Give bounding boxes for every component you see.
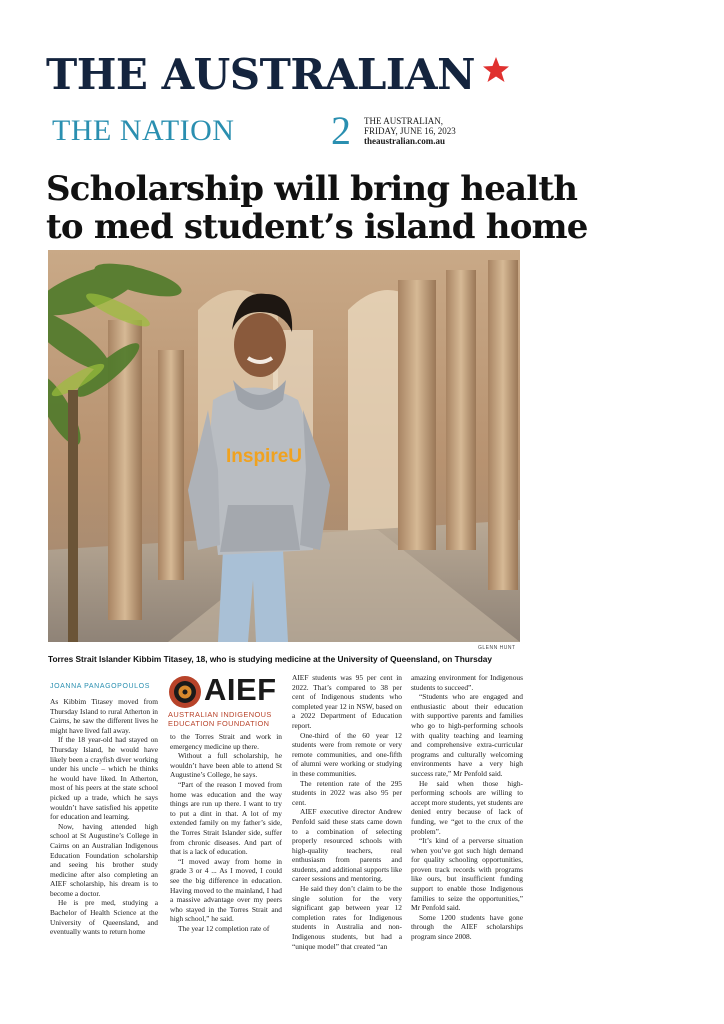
- masthead: THE AUSTRALIAN: [46, 50, 476, 99]
- paragraph: “I moved away from home in grade 3 or 4 ... As I moved, I could see the big difference in education. Having moved to the mainland, I had a massive advantage over my peers who stayed in the Torres Strait and high school,” he said.: [170, 856, 282, 924]
- byline: JOANNA PANAGOPOULOS: [50, 683, 150, 690]
- paragraph: AIEF executive director Andrew Penfold said these stats came down to a combination of selecting properly resourced schools with high-quality teachers, real enthusiasm from parents and students, and additional supports like career sessions and mentoring.: [292, 807, 402, 884]
- paragraph: Now, having attended high school at St Augustine’s College in Cairns on an Australian Indigenous Education Foundation scholarship and seeing his brother study medicine after also completing an AIEF scholarship, his dream is to become a doctor.: [50, 821, 158, 898]
- article-column-3: [292, 673, 402, 951]
- website: theaustralian.com.au: [364, 136, 445, 146]
- photo-caption: Torres Strait Islander Kibbim Titasey, 18, who is studying medicine at the University of Queensland, on Thursday: [48, 654, 492, 664]
- paragraph: The year 12 completion rate of: [178, 923, 270, 933]
- paragraph: He said when those high-performing schools are willing to accept more students, yet students are denied entry because of lack of funding, we “get to the crux of the problem”.: [411, 778, 523, 836]
- article-column-2: [170, 732, 282, 933]
- logo-subtitle: [168, 711, 272, 728]
- paragraph: AIEF students was 95 per cent in 2022. That’s compared to 38 per cent of Indigenous students who completed year 12 in NSW, based on a 2022 Department of Education report.: [292, 673, 402, 730]
- paragraph: “Students who are engaged and enthusiastic about their education with supportive parents and families who go to high-performing schools with quality teaching and learning and comprehensive extra-curricular programs and culturally welcoming environments have a very high success rate,” Mr Penfold said.: [411, 692, 523, 778]
- paragraph: Without a full scholarship, he wouldn’t have been able to attend St Augustine’s College, he says.: [170, 751, 282, 780]
- logo-subtitle-line-2: EDUCATION FOUNDATION: [168, 718, 270, 728]
- headline-line-2: to med student’s island home: [46, 207, 588, 247]
- paragraph: “Part of the reason I moved from home was education and the way things are run up there. I want to try to put a dint in that. A lot of my extended family on my father’s side, the Torres Strait Islander side, suffer from chronic diseases. And part of that is a lack of education.: [170, 779, 282, 857]
- issue-date: FRIDAY, JUNE 16, 2023: [364, 126, 456, 136]
- paragraph: The retention rate of the 295 students in 2022 was also 95 per cent.: [292, 778, 402, 807]
- hoodie-text: InspireU: [226, 446, 303, 467]
- page-number: 2: [331, 108, 351, 153]
- article-column-4: [411, 673, 523, 942]
- article-photo: [48, 250, 520, 642]
- paragraph: One-third of the 60 year 12 students were from remote or very remote communities, and one-fifth of alumni were working or studying in these communities.: [292, 730, 402, 778]
- paragraph: As Kibbim Titasey moved from Thursday Island to rural Atherton in Cairns, he saw the different lives he might have lived fall away.: [50, 697, 158, 735]
- star-icon: [481, 56, 511, 84]
- aief-logo: [168, 673, 286, 728]
- photo-credit: GLENN HUNT: [478, 645, 516, 651]
- page-meta: [364, 116, 456, 146]
- headline-line-1: Scholarship will bring health: [46, 169, 578, 209]
- section-title: THE NATION: [52, 114, 235, 147]
- paragraph: Some 1200 students have gone through the AIEF scholarships program since 2008.: [411, 912, 523, 942]
- article-column-1: [50, 697, 158, 937]
- paragraph: He said they don’t claim to be the single solution for the very significant gap between year 12 completion rates for Indigenous students in Australia and non-Indigenous students, but had a “unique model” that created “an: [292, 884, 402, 951]
- headline: [46, 170, 686, 246]
- paragraph: If the 18 year-old had stayed on Thursday Island, he would have likely been a crayfish diver working under his uncle – which he thinks he would have liked. In Atherton, most of his peers at the state school picked up a trade, which he says wouldn’t have satisfied his appetite for education and learning.: [50, 735, 158, 822]
- paper-name: THE AUSTRALIAN,: [364, 116, 443, 126]
- dot-circle-icon: [168, 675, 202, 709]
- paragraph: “It’s kind of a perverse situation when you’ve got such high demand for quality schooling opportunities, proven track records with programs like ours, but insufficient funding support to enable those Indigenous families to seize the opportunities,” Mr Penfold said.: [411, 836, 523, 913]
- paragraph: He is pre med, studying a Bachelor of Health Science at the University of Queensland, and eventually wants to return home: [50, 898, 158, 937]
- logo-wordmark: AIEF: [204, 672, 277, 707]
- paragraph: to the Torres Strait and work in emergency medicine up there.: [170, 732, 282, 751]
- logo-subtitle-line-1: AUSTRALIAN INDIGENOUS: [168, 710, 272, 719]
- paragraph: amazing environment for Indigenous students to succeed”.: [411, 673, 523, 692]
